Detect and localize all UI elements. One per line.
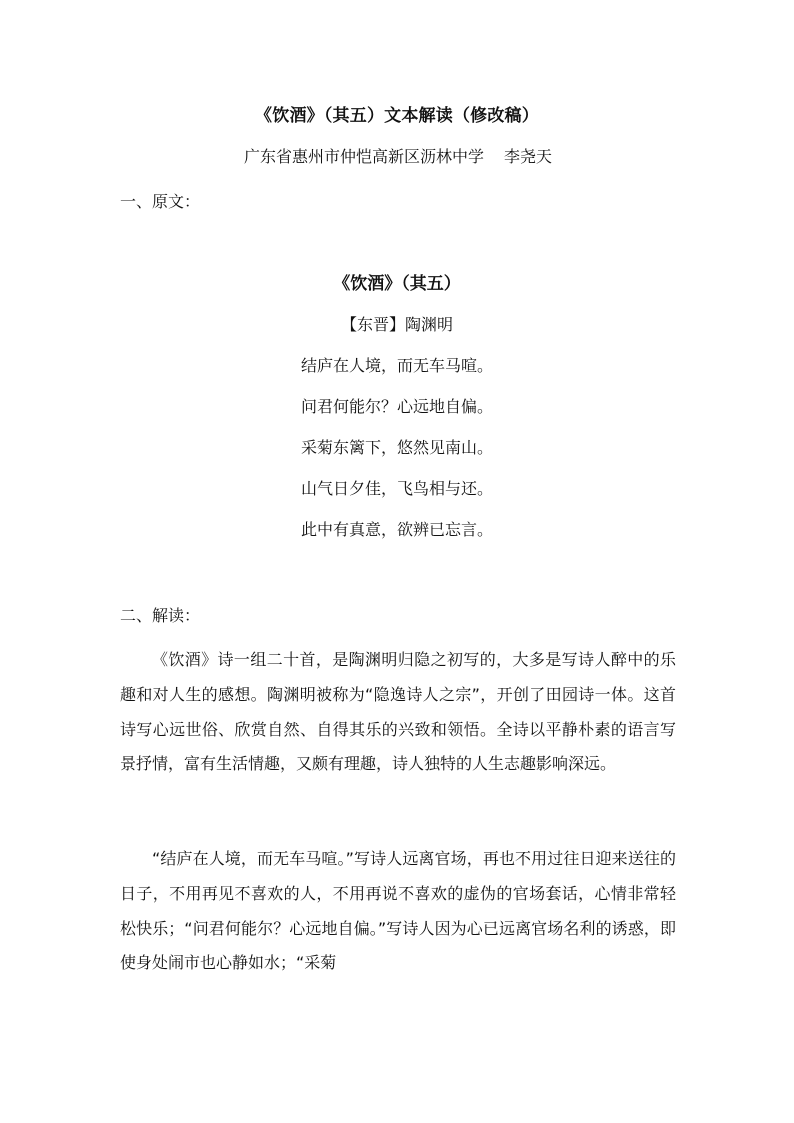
poem-line: 结庐在人境，而无车马喧。 xyxy=(300,356,493,375)
author-affiliation: 广东省惠州市仲恺高新区沥林中学 xyxy=(244,147,485,166)
poem-line: 采菊东篱下，悠然见南山。 xyxy=(300,438,493,457)
interpretation-paragraph-1: 《饮酒》诗一组二十首，是陶渊明归隐之初写的，大多是写诗人醉中的乐趣和对人生的感想。陶渊明被称为“隐逸诗人之宗”，开创了田园诗一体。这首诗写心远世俗、欣赏自然、自得其乐的兴致和领悟。全诗以平静朴素的语言写景抒情，富有生活情趣，又颇有理趣，诗人独特的人生志趣影响深远。 xyxy=(120,650,676,774)
section-heading-original-text: 一、原文： xyxy=(120,192,201,211)
section-heading-interpretation: 二、解读： xyxy=(120,606,201,625)
document-title: 《饮酒》（其五）文本解读（修改稿） xyxy=(255,106,539,126)
poem-line: 此中有真意，欲辨已忘言。 xyxy=(300,520,493,539)
poem-lines xyxy=(0,354,794,559)
author-name: 李尧天 xyxy=(504,147,553,166)
poem-line: 问君何能尔？心远地自偏。 xyxy=(300,397,493,416)
author-line xyxy=(244,145,552,169)
poem-title: 《饮酒》（其五） xyxy=(333,274,461,294)
poem-line: 山气日夕佳，飞鸟相与还。 xyxy=(300,479,493,498)
interpretation-paragraph-2: “结庐在人境，而无车马喧。”写诗人远离官场，再也不用过往日迎来送往的日子，不用再见不喜欢的人，不用再说不喜欢的虚伪的官场套话，心情非常轻松快乐；“问君何能尔？心远地自偏。”写诗人因为心已远离官场名利的诱惑，即使身处闹市也心静如水；“采菊 xyxy=(120,849,676,973)
poem-author: 【东晋】陶渊明 xyxy=(340,315,453,334)
